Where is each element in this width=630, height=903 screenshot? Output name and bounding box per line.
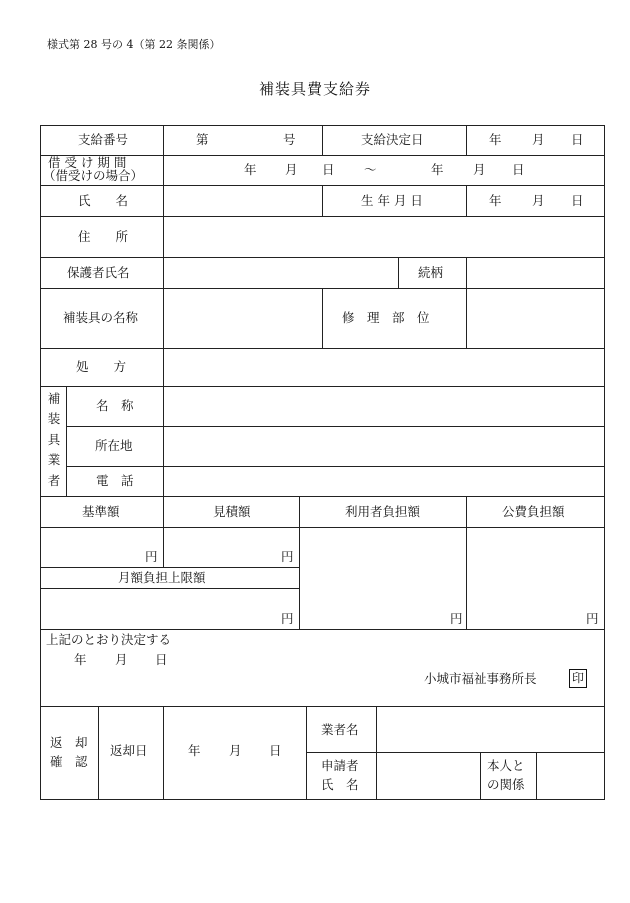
vendor-group-char-3: 具 <box>47 432 61 447</box>
decision-day: 日 <box>571 132 584 147</box>
estimate-yen: 円 <box>281 549 294 564</box>
rental-tilde: ～ <box>364 162 377 177</box>
payment-number-label: 支給番号 <box>78 132 129 147</box>
rental-to-day: 日 <box>512 162 525 177</box>
vendor-group-char-2: 装 <box>47 411 61 426</box>
applicant-label-line2: 氏 名 <box>321 777 359 792</box>
return-year: 年 <box>188 743 201 758</box>
birth-date-label: 生 年 月 日 <box>361 193 423 208</box>
user-burden-yen: 円 <box>450 611 463 626</box>
issuer-name: 小城市福祉事務所長 <box>424 671 537 686</box>
birth-day: 日 <box>571 193 584 208</box>
relation-label-line1: 本人と <box>487 758 525 773</box>
standard-yen: 円 <box>145 549 158 564</box>
rental-period-label: 借 受 け 期 間 <box>48 155 127 170</box>
return-date-label: 返却日 <box>110 743 148 758</box>
repair-part-label: 修 理 部 位 <box>342 310 430 325</box>
rental-from-day: 日 <box>322 162 335 177</box>
vendor-name-label: 名 称 <box>96 398 134 413</box>
number-suffix: 号 <box>283 132 296 147</box>
decision-issue-month: 月 <box>115 652 128 667</box>
decision-month: 月 <box>532 132 545 147</box>
decision-statement: 上記のとおり決定する <box>46 632 172 647</box>
return-month: 月 <box>229 743 242 758</box>
device-name-label: 補装具の名称 <box>63 310 139 325</box>
user-burden-label: 利用者負担額 <box>345 504 421 519</box>
relation-label-line2: の関係 <box>487 777 525 792</box>
vendor-name-field-label: 業者名 <box>321 722 359 737</box>
vendor-group-char-1: 補 <box>47 391 61 406</box>
monthly-limit-label: 月額負担上限額 <box>118 570 206 585</box>
name-label: 氏 名 <box>78 193 129 208</box>
decision-year: 年 <box>489 132 502 147</box>
guardian-name-label: 保護者氏名 <box>67 265 130 280</box>
rental-to-year: 年 <box>431 162 444 177</box>
form-number-note: 様式第 28 号の 4（第 22 条関係） <box>47 38 221 51</box>
prescription-label: 処 方 <box>76 359 127 374</box>
address-label: 住 所 <box>78 229 129 244</box>
standard-amount-label: 基準額 <box>82 504 120 519</box>
estimate-amount-label: 見積額 <box>213 504 251 519</box>
vendor-location-label: 所在地 <box>95 438 133 453</box>
decision-issue-year: 年 <box>74 652 87 667</box>
rental-from-month: 月 <box>285 162 298 177</box>
birth-year: 年 <box>489 193 502 208</box>
birth-month: 月 <box>532 193 545 208</box>
decision-issue-day: 日 <box>155 652 168 667</box>
rental-to-month: 月 <box>473 162 486 177</box>
rental-period-note: （借受けの場合） <box>43 168 144 183</box>
decision-date-label: 支給決定日 <box>361 132 424 147</box>
rental-from-year: 年 <box>244 162 257 177</box>
return-confirm-line2: 確 認 <box>50 754 88 769</box>
monthly-limit-yen: 円 <box>281 611 294 626</box>
applicant-label-line1: 申請者 <box>321 758 359 773</box>
vendor-group-char-5: 者 <box>47 473 61 488</box>
return-confirm-line1: 返 却 <box>50 735 88 750</box>
return-day: 日 <box>269 743 282 758</box>
seal-mark: 印 <box>569 669 587 688</box>
number-prefix: 第 <box>196 132 209 147</box>
relationship-label: 続柄 <box>418 265 444 280</box>
public-burden-label: 公費負担額 <box>502 504 565 519</box>
vendor-group-char-4: 業 <box>47 452 61 467</box>
vendor-phone-label: 電 話 <box>96 473 134 488</box>
page-title: 補装具費支給券 <box>258 80 371 98</box>
public-burden-yen: 円 <box>586 611 599 626</box>
